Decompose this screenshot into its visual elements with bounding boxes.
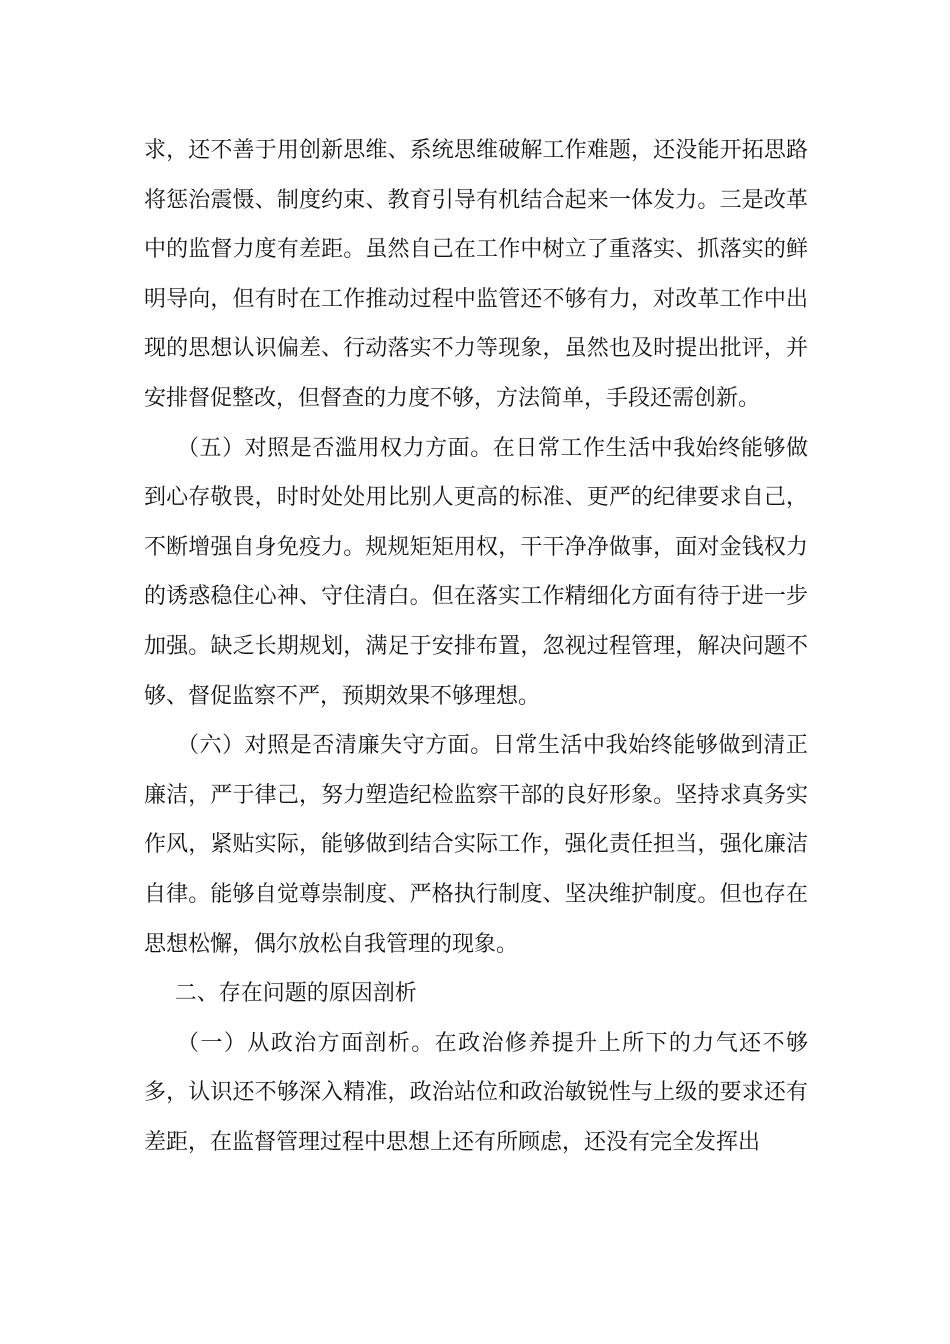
paragraph-section-six: （六）对照是否清廉失守方面。日常生活中我始终能够做到清正廉洁，严于律己，努力塑造纪检监察干部的良好形象。坚持求真务实作风，紧贴实际，能够做到结合实际工作，强化责任担当，强化廉洁自律。能够自觉尊崇制度、严格执行制度、坚决维护制度。但也存在思想松懈，偶尔放松自我管理的现象。 — [144, 733, 808, 957]
paragraph-political-analysis: （一）从政治方面剖析。在政治修养提升上所下的力气还不够多，认识还不够深入精准，政治站位和政治敏锐性与上级的要求还有差距，在监督管理过程中思想上还有所顾虑，还没有完全发挥出 — [144, 1030, 808, 1155]
document-body — [144, 126, 808, 1167]
paragraph-continuation: 求，还不善于用创新思维、系统思维破解工作难题，还没能开拓思路将惩治震慑、制度约束、教育引导有机结合起来一体发力。三是改革中的监督力度有差距。虽然自己在工作中树立了重落实、抓落实的鲜明导向，但有时在工作推动过程中监管还不够有力，对改革工作中出现的思想认识偏差、行动落实不力等现象，虽然也及时提出批评，并安排督促整改，但督查的力度不够，方法简单，手段还需创新。 — [144, 138, 808, 411]
section-heading-cause-analysis: 二、存在问题的原因剖析 — [174, 981, 417, 1007]
paragraph-section-five: （五）对照是否滥用权力方面。在日常工作生活中我始终能够做到心存敬畏，时时处处用比别人更高的标准、更严的纪律要求自己，不断增强自身免疫力。规规矩矩用权，干干净净做事，面对金钱权力的诱惑稳住心神、守住清白。但在落实工作精细化方面有待于进一步加强。缺乏长期规划，满足于安排布置，忽视过程管理，解决问题不够、督促监察不严，预期效果不够理想。 — [144, 435, 808, 709]
